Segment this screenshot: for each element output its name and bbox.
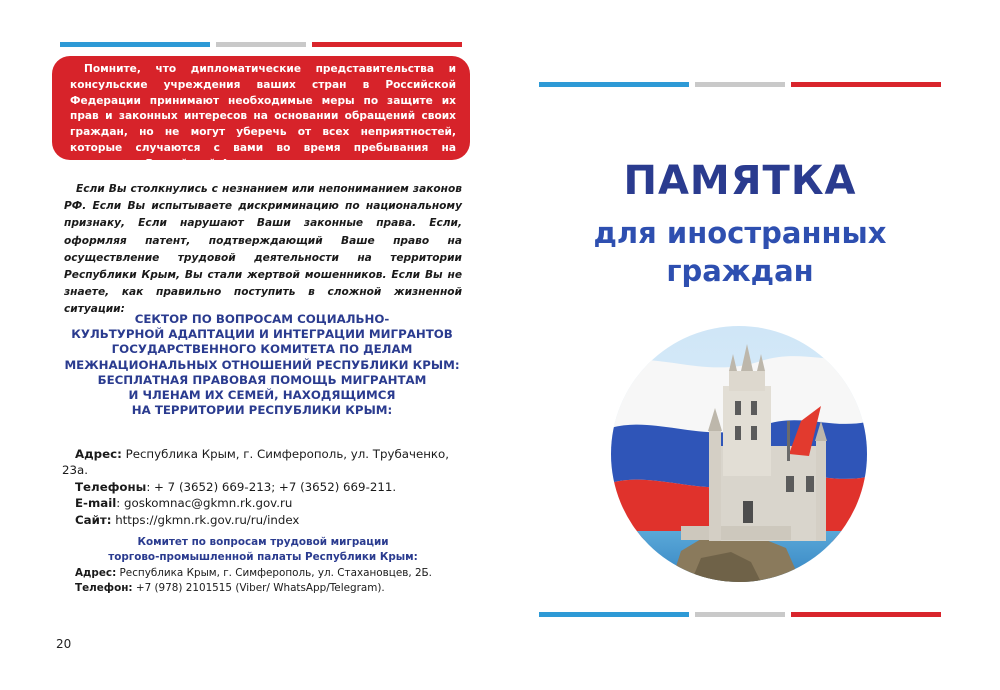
brochure-title: ПАМЯТКА	[623, 158, 857, 204]
swallows-nest-castle-flag-photo	[611, 326, 867, 582]
committee-address-label: Адрес:	[75, 567, 117, 579]
committee-phone-label: Телефон:	[75, 582, 133, 595]
committee-phone-row	[62, 581, 472, 596]
address-label: Адрес:	[75, 447, 122, 461]
committee-address-row	[62, 566, 472, 581]
sector-heading-line: СЕКТОР ПО ВОПРОСАМ СОЦИАЛЬНО-	[134, 312, 390, 326]
top-stripe-blue-left	[60, 42, 210, 47]
address-value: Республика Крым, г. Симферополь, ул. Трубаченко, 23а.	[62, 447, 450, 478]
committee-heading-line: Комитет по вопросам трудовой миграции	[137, 536, 389, 548]
bottom-stripe-red-right	[791, 612, 941, 617]
situation-paragraph: Если Вы столкнулись с незнанием или непониманием законов РФ. Если Вы испытываете дискриминацию по национальному признаку, Если нарушают Ваши законные права. Если, оформляя патент, подтверждающий Ваше право на осуществление трудовой деятельности на территории Республики Крым, Вы стали жертвой мошенников. Если Вы не знаете, как правильно поступить в сложной жизненной ситуации:	[64, 183, 462, 316]
subtitle-line: граждан	[666, 254, 814, 288]
brochure-subtitle	[540, 214, 940, 290]
address-row	[62, 446, 464, 479]
site-link[interactable]: https://gkmn.rk.gov.ru/ru/index	[111, 512, 300, 527]
top-stripe-grey-left	[216, 42, 306, 47]
top-stripe-grey-right	[695, 82, 785, 87]
consulate-notice-box	[52, 56, 470, 170]
page-number: 20	[56, 637, 72, 651]
sector-heading-line: НА ТЕРРИТОРИИ РЕСПУБЛИКИ КРЫМ:	[131, 403, 393, 418]
site-label: Сайт:	[75, 512, 112, 527]
top-stripe-red-left	[312, 42, 462, 47]
committee-heading-line: торгово-промышленной палаты Республики Крым:	[108, 551, 418, 563]
sector-heading-line: МЕЖНАЦИОНАЛЬНЫХ ОТНОШЕНИЙ РЕСПУБЛИКИ КРЫМ:	[64, 357, 460, 372]
phones-row	[62, 479, 464, 495]
top-stripe-blue-right	[539, 82, 689, 87]
phones-label: Телефоны	[75, 479, 147, 494]
committee-heading	[62, 535, 464, 565]
email-label: E-mail	[75, 496, 117, 511]
sector-heading-line: БЕСПЛАТНАЯ ПРАВОВАЯ ПОМОЩЬ МИГРАНТАМ	[97, 372, 427, 387]
top-stripe-red-right	[791, 82, 941, 87]
phones-value: : + 7 (3652) 669-213; +7 (3652) 669-211.	[146, 479, 397, 494]
sector-heading-line: ГОСУДАРСТВЕННОГО КОМИТЕТА ПО ДЕЛАМ	[111, 342, 413, 357]
bottom-stripe-blue-right	[539, 612, 689, 617]
sector-heading	[52, 312, 472, 418]
email-row	[62, 495, 464, 511]
site-row	[62, 512, 464, 528]
sector-heading-line: И ЧЛЕНАМ ИХ СЕМЕЙ, НАХОДЯЩИМСЯ	[128, 388, 396, 403]
sector-heading-line: КУЛЬТУРНОЙ АДАПТАЦИИ И ИНТЕГРАЦИИ МИГРАНТОВ	[71, 327, 453, 342]
committee-phone-value: +7 (978) 2101515 (Viber/ WhatsApp/Telegram).	[132, 582, 385, 595]
consulate-notice-text: Помните, что дипломатические представительства и консульские учреждения ваших стран в Российской Федерации принимают необходимые меры по защите их прав и законных интересов на основании обращений своих граждан, но не могут уберечь от всех неприятностей, которые случаются с вами во время пребывания на территории Российской Федерации.	[70, 63, 456, 170]
subtitle-line: для иностранных	[593, 216, 887, 250]
bottom-stripe-grey-right	[695, 612, 785, 617]
committee-contacts	[62, 566, 472, 597]
committee-address-value: Республика Крым, г. Симферополь, ул. Стахановцев, 2Б.	[116, 567, 432, 579]
email-value[interactable]: : goskomnac@gkmn.rk.gov.ru	[116, 496, 293, 511]
sector-contacts	[62, 446, 464, 528]
